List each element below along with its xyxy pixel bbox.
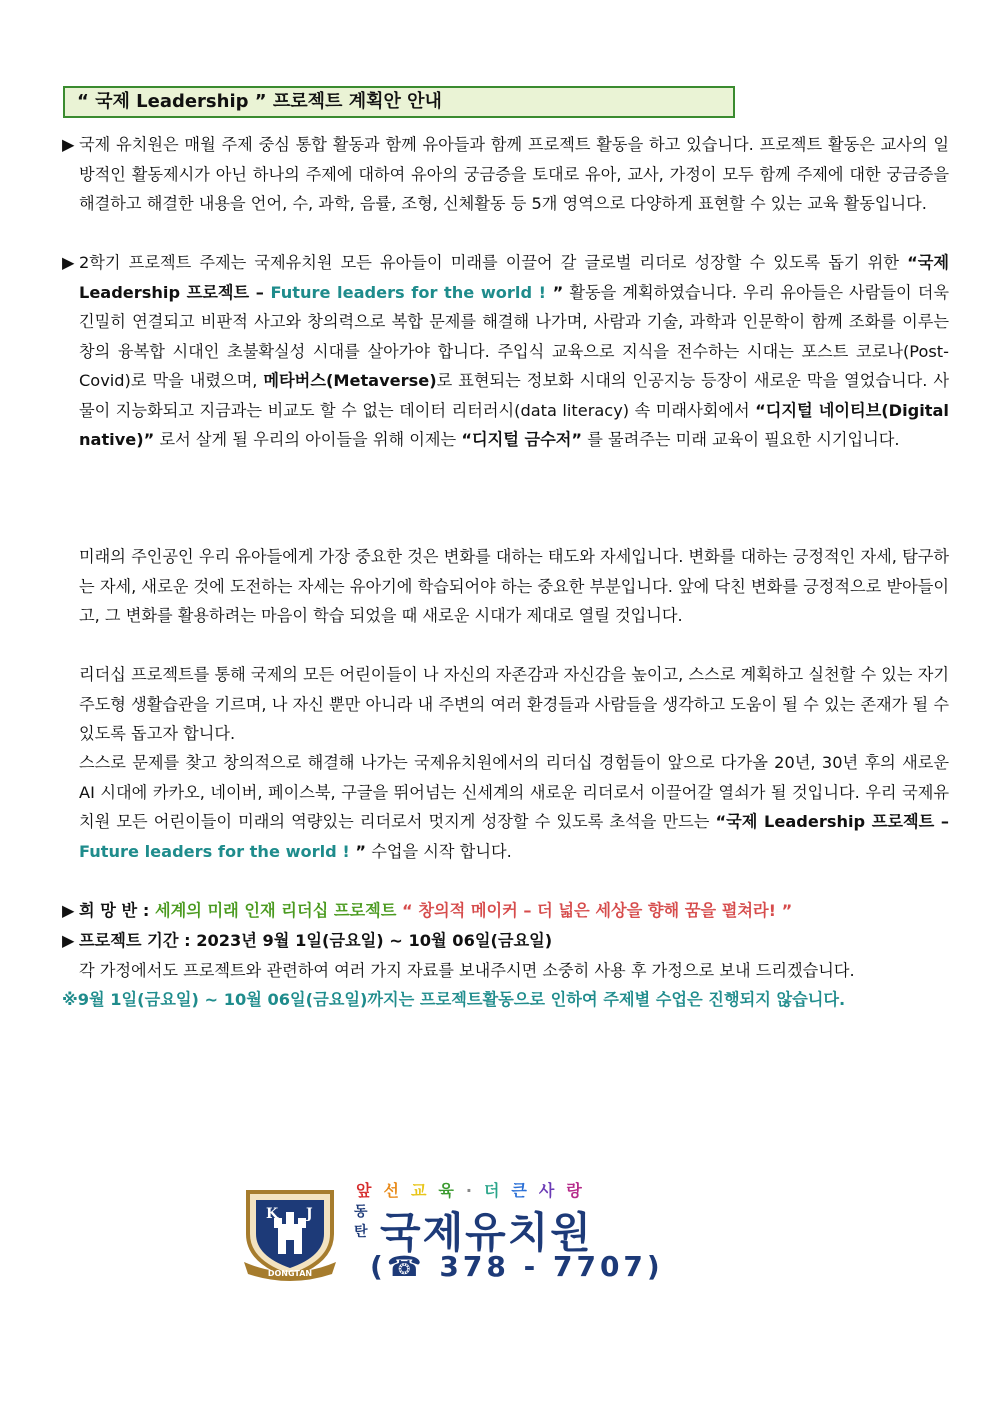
vision-text-a: 스스로 문제를 찾고 창의적으로 해결해 나가는 국제유치원에서의 리더십 경험들이 앞으로 다가올 20년, 30년 후의 새로운 AI 시대에 카카오, 네이버, 페이스북, 구글을 뛰어넘는 신세계의 새로운 리더로서 이끌어갈 열쇠가 될 것입니다. 우리 국제유치원 모든 어린이들이 미래의 역량있는 리더로서 멋지게 성장할 수 있도록 초석을 만드는: [79, 753, 949, 831]
theme-text-d: 로서 살게 될 우리의 아이들을 위해 이제는: [154, 430, 462, 449]
hope-class-line: [62, 896, 949, 926]
bullet-icon: ▶: [62, 901, 75, 920]
location-dong: 동: [354, 1204, 368, 1220]
kindergarten-emblem-icon: [240, 1184, 340, 1284]
theme-text-c: 로 표현되는 정보화 시대의 인공지능 등장이 새로운 막을 열었습니다. 사물이 지능화되고 지금과는 비교도 할 수 없는 데이터 리터러시(data literacy) 속 미래사회에서: [79, 371, 950, 420]
theme-text-a: 2학기 프로젝트 주제는 국제유치원 모든 유아들이 미래를 이끌어 갈 글로벌 리더로 성장할 수 있도록 돕기 위한: [79, 253, 908, 272]
paragraph-vision: [62, 748, 949, 866]
slogan-char: 앞: [356, 1181, 384, 1200]
phone-number: (☎ 378 - 7707): [370, 1250, 664, 1283]
kindergarten-name: 국제유치원: [380, 1208, 593, 1257]
location-tan: 탄: [354, 1224, 368, 1240]
emblem-letter-k: K: [266, 1206, 279, 1222]
location-label: [354, 1202, 368, 1242]
metaverse-term: 메타버스(Metaverse): [263, 371, 437, 390]
hope-class-slogan: “ 창의적 메이커 – 더 넓은 세상을 향해 꿈을 펼쳐라! ”: [402, 901, 793, 920]
slogan-char: 더: [483, 1181, 512, 1200]
digital-spoon-term: “디지털 금수저”: [461, 430, 583, 449]
emblem-letter-j: J: [306, 1206, 313, 1222]
slogan-char: 사: [538, 1181, 567, 1200]
project-name-end: ”: [355, 841, 367, 861]
theme-text-e: 를 물려주는 미래 교육이 필요한 시기입니다.: [582, 430, 900, 449]
period-value: 2023년 9월 1일(금요일) ~ 10월 06일(금요일): [196, 931, 553, 950]
page-title: “ 국제 Leadership ” 프로젝트 계획안 안내: [63, 86, 735, 118]
hope-class-label: 희 망 반 :: [79, 901, 155, 920]
project-slogan: Future leaders for the world !: [79, 841, 356, 861]
intro-text: 국제 유치원은 매월 주제 중심 통합 활동과 함께 유아들과 함께 프로젝트 활동을 하고 있습니다. 프로젝트 활동은 교사의 일방적인 활동제시가 아닌 하나의 주제에 대하여 유아의 궁금증을 토대로 유아, 교사, 가정이 모두 함께 주제에 대한 궁금증을 해결하고 해결한 내용을 언어, 수, 과학, 음률, 조형, 신체활동 등 5개 영역으로 다양하게 표현할 수 있는 교육 활동입니다.: [79, 135, 949, 213]
period-label: 프로젝트 기간 :: [79, 931, 197, 950]
theme-text-b: 활동을 계획하였습니다. 우리 유아들은 사람들이 더욱 긴밀히 연결되고 비판적 사고와 창의력으로 복합 문제를 해결해 나가며, 사람과 기술, 과학과 인문학이 함께 조화를 이루는 창의 융복합 시대인 초불확실성 시대를 살아가야 합니다. 주입식 교육으로 지식을 전수하는 시대는 포스트 코로나(Post-Covid)로 막을 내렸으며,: [79, 282, 949, 390]
slogan: [356, 1178, 594, 1201]
family-note: 각 가정에서도 프로젝트와 관련하여 여러 가지 자료를 보내주시면 소중히 사용 후 가정으로 보내 드리겠습니다.: [79, 961, 855, 980]
emblem-ribbon-text: DONGTAN: [267, 1269, 313, 1278]
project-name: “국제 Leadership 프로젝트 –: [79, 253, 949, 302]
digital-native-term: “디지털 네이티브(Digital native)”: [79, 400, 949, 449]
vision-text-b: 수업을 시작 합니다.: [366, 841, 512, 861]
hope-class-project: 세계의 미래 인재 리더십 프로젝트: [154, 901, 403, 920]
project-name: “국제 Leadership 프로젝트 –: [715, 812, 949, 831]
slogan-char: 육: [438, 1181, 466, 1200]
bullet-icon: ▶: [62, 135, 75, 154]
bullet-icon: ▶: [62, 253, 75, 272]
paragraph-goal: 리더십 프로젝트를 통해 국제의 모든 어린이들이 나 자신의 자존감과 자신감을 높이고, 스스로 계획하고 실천할 수 있는 자기 주도형 생활습관을 기르며, 나 자신 뿐만 아니라 내 주변의 여러 환경들과 사람들을 생각하고 도움이 될 수 있는 존재가 될 수 있도록 돕고자 합니다.: [79, 665, 949, 743]
paragraph-theme: [62, 248, 949, 455]
slogan-char: 교: [410, 1181, 439, 1200]
paragraph-attitude: 미래의 주인공인 우리 유아들에게 가장 중요한 것은 변화를 대하는 태도와 자세입니다. 변화를 대하는 긍정적인 자세, 탐구하는 자세, 새로운 것에 도전하는 자세는 유아기에 학습되어야 하는 중요한 부분입니다. 앞에 닥친 변화를 긍정적으로 받아들이고, 그 변화를 활용하려는 마음이 학습 되었을 때 새로운 시대가 제대로 열릴 것입니다.: [79, 547, 949, 625]
bullet-icon: ▶: [62, 931, 75, 950]
paragraph-intro: [62, 130, 949, 219]
slogan-char: 선: [383, 1181, 411, 1200]
kindergarten-footer: [240, 1178, 670, 1288]
project-name-end: ”: [552, 282, 564, 302]
project-slogan: Future leaders for the world !: [270, 282, 553, 302]
footnote: ※9월 1일(금요일) ~ 10월 06일(금요일)까지는 프로젝트활동으로 인하여 주제별 수업은 진행되지 않습니다.: [62, 990, 846, 1009]
slogan-char: ·: [465, 1181, 484, 1200]
period-line: [62, 926, 949, 956]
slogan-char: 큰: [511, 1181, 539, 1200]
slogan-char: 랑: [566, 1181, 594, 1200]
